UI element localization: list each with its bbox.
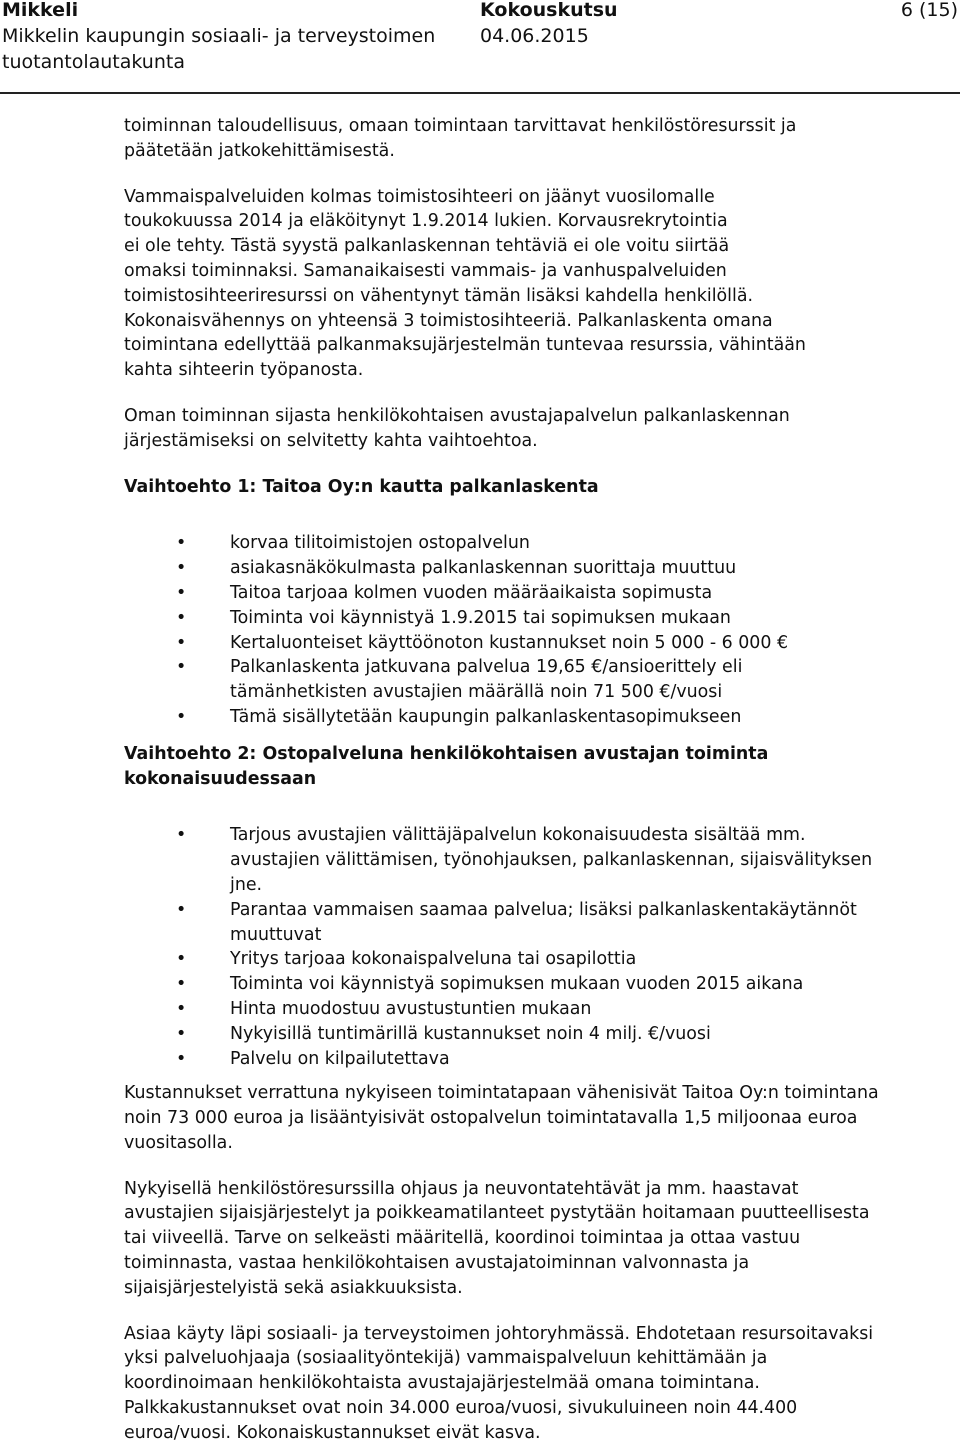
list-item [124,898,884,948]
list-item [124,631,884,656]
list-item [124,997,884,1022]
list-item-text: Taitoa tarjoaa kolmen vuoden määräaikaista sopimusta [230,582,713,603]
list-item-text: Yritys tarjoaa kokonaispalveluna tai osapilottia [230,949,637,970]
paragraph-continuation: toiminnan taloudellisuus, omaan toimintaan tarvittavat henkilöstöresurssit ja päätetään jatkokehittämisestä. [124,116,797,161]
paragraph-staffing [124,185,884,383]
text-line: ei ole tehty. Tästä syystä palkanlaskennan tehtäviä ei ole voitu siirtää [124,236,730,257]
document-body [124,114,884,1446]
list-item [124,531,884,556]
bullet-icon: • [176,582,187,603]
org-full-name-line2: tuotantolautakunta [2,51,185,73]
list-item-text: Palkanlaskenta jatkuvana palvelua 19,65 €/ansioerittely eli tämänhetkisten avustajien määrällä noin 71 500 €/vuosi [230,657,743,703]
bullet-icon: • [176,632,187,653]
list-item-text: asiakasnäkökulmasta palkanlaskennan suorittaja muuttuu [230,558,737,579]
list-item-text: Toiminta voi käynnistyä 1.9.2015 tai sopimuksen mukaan [230,607,731,628]
bullet-icon: • [176,974,187,995]
list-item [124,556,884,581]
option1-list [124,531,884,729]
list-item [124,972,884,997]
text-line: toimistosihteeriresurssi on vähentynyt tämän lisäksi kahdella henkilöllä. [124,285,754,306]
option2-list [124,823,884,1071]
org-full-name-line1: Mikkelin kaupungin sosiaali- ja terveystoimen [2,25,436,47]
list-item-text: Tämä sisällytetään kaupungin palkanlaskentasopimukseen [230,706,742,727]
paragraph-proposal: Asiaa käyty läpi sosiaali- ja terveystoimen johtoryhmässä. Ehdotetaan resursoitavaksi yksi palveluohjaaja (sosiaalityöntekijä) vammaispalveluun kehittämään ja koordinoimaan henkilökohtaista avustajajärjestelmää omana toimintana. Palkkakustannukset ovat noin 34.000 euroa/vuosi, sivukuluineen noin 44.400 euroa/vuosi. Kokonaiskustannukset eivät kasva. [124,1323,874,1443]
bullet-icon: • [176,949,187,970]
list-item-text: Toiminta voi käynnistyä sopimuksen mukaan vuoden 2015 aikana [230,974,804,995]
page-header [0,0,960,92]
org-short-name: Mikkeli [2,0,79,21]
bullet-icon: • [176,1023,187,1044]
page-number: 6 (15) [900,0,958,21]
list-item [124,655,884,705]
bullet-icon: • [176,899,187,920]
text-line: Vammaispalveluiden kolmas toimistosihteeri on jäänyt vuosilomalle [124,186,715,207]
text-line: omaksi toiminnaksi. Samanaikaisesti vammais- ja vanhuspalveluiden [124,260,727,281]
list-item-text: Kertaluonteiset käyttöönoton kustannukset noin 5 000 - 6 000 € [230,632,789,653]
list-item-text: Hinta muodostuu avustustuntien mukaan [230,998,592,1019]
bullet-icon: • [176,657,187,678]
list-item [124,947,884,972]
list-item [124,1047,884,1072]
list-item [124,581,884,606]
list-item [124,823,884,897]
list-item-text: Parantaa vammaisen saamaa palvelua; lisäksi palkanlaskentakäytännöt muuttuvat [230,899,857,945]
document-type: Kokouskutsu [480,0,618,21]
list-item-text: Tarjous avustajien välittäjäpalvelun kokonaisuudesta sisältää mm. avustajien välittämisen, työnohjauksen, palkanlaskennan, sijaisvälityksen jne. [230,825,873,895]
list-item [124,1022,884,1047]
bullet-icon: • [176,1048,187,1069]
bullet-icon: • [176,533,187,554]
list-item [124,705,884,730]
text-line: Kokonaisvähennys on yhteensä 3 toimistosihteeriä. Palkanlaskenta omana [124,310,773,331]
text-line: kahta sihteerin työpanosta. [124,360,364,381]
list-item-text: korvaa tilitoimistojen ostopalvelun [230,533,530,554]
header-divider [0,92,960,94]
paragraph-current-resources: Nykyisellä henkilöstöresurssilla ohjaus ja neuvontatehtävät ja mm. haastavat avustajien sijaisjärjestelyt ja poikkeamatilanteet pystytään hoitamaan puutteellisesta tai viiveellä. Tarve on selkeästi määritellä, koordinoi toimintaa ja ottaa vastuu toiminnasta, vastaa henkilökohtaisen avustajatoiminnan valvonnasta ja sijaisjärjestelyistä sekä asiakkuuksista. [124,1178,870,1298]
bullet-icon: • [176,607,187,628]
bullet-icon: • [176,706,187,727]
list-item-text: Nykyisillä tuntimärillä kustannukset noin 4 milj. €/vuosi [230,1023,711,1044]
header-middle [480,0,618,49]
header-left [2,0,435,75]
bullet-icon: • [176,558,187,579]
option2-heading: Vaihtoehto 2: Ostopalveluna henkilökohtaisen avustajan toiminta kokonaisuudessaan [124,743,769,789]
document-date: 04.06.2015 [480,25,589,47]
list-item [124,606,884,631]
paragraph-alternatives-intro: Oman toiminnan sijasta henkilökohtaisen avustajapalvelun palkanlaskennan järjestämiseksi on selvitetty kahta vaihtoehtoa. [124,405,790,451]
paragraph-cost-comparison: Kustannukset verrattuna nykyiseen toimintatapaan vähenisivät Taitoa Oy:n toimintana noin 73 000 euroa ja lisääntyisivät ostopalvelun toimintatavalla 1,5 miljoonaa euroa vuositasolla. [124,1083,879,1153]
text-line: toimintana edellyttää palkanmaksujärjestelmän tuntevaa resurssia, vähintään [124,335,806,356]
list-item-text: Palvelu on kilpailutettava [230,1048,450,1069]
bullet-icon: • [176,825,187,846]
text-line: toukokuussa 2014 ja eläköitynyt 1.9.2014 lukien. Korvausrekrytointia [124,211,728,232]
bullet-icon: • [176,998,187,1019]
option1-heading: Vaihtoehto 1: Taitoa Oy:n kautta palkanlaskenta [124,476,599,497]
